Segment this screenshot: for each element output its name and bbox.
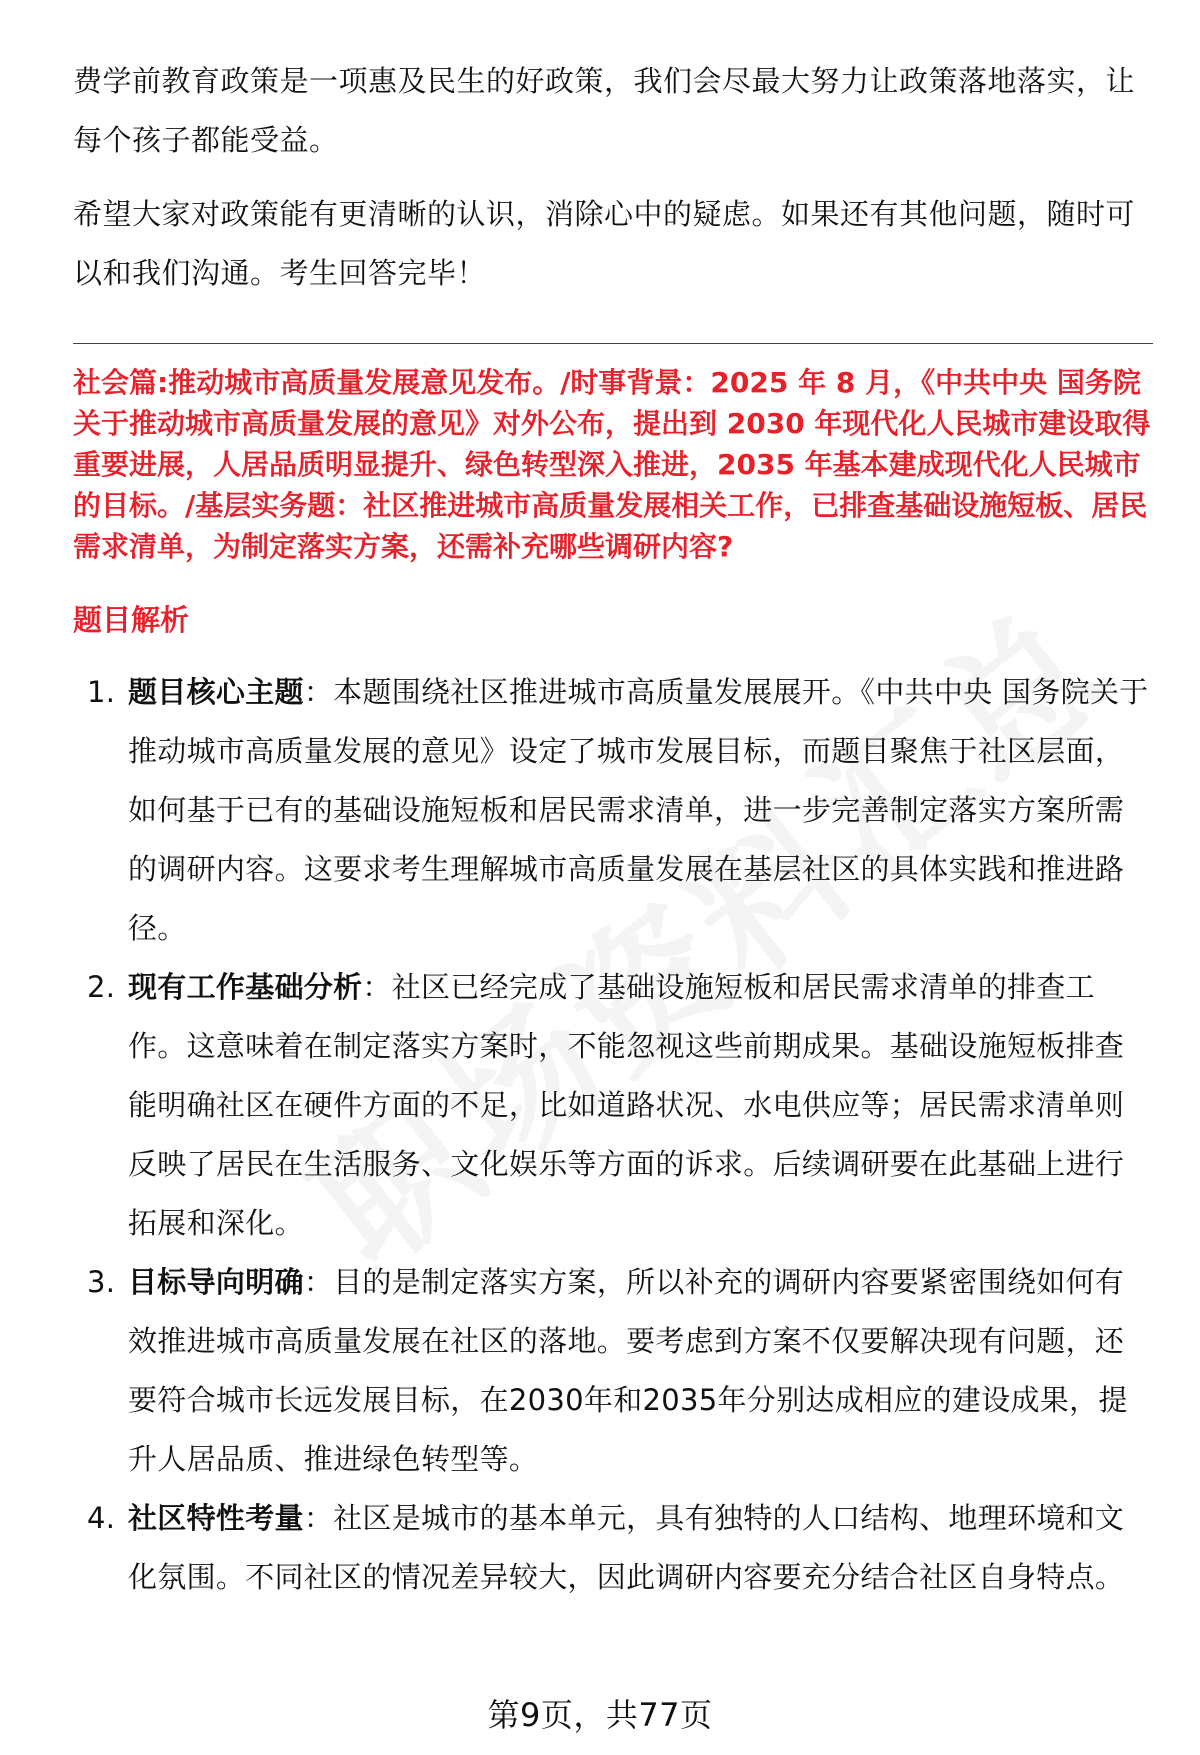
analysis-list bbox=[73, 663, 1153, 1607]
item-separator: ： bbox=[303, 1501, 334, 1535]
analysis-title: 题目解析 bbox=[73, 603, 190, 637]
item-lead: 目标导向明确 bbox=[128, 1265, 304, 1299]
section-divider bbox=[73, 343, 1153, 344]
item-separator: ： bbox=[303, 675, 334, 709]
intro-paragraph-1: 费学前教育政策是一项惠及民生的好政策，我们会尽最大努力让政策落地落实，让每个孩子都能受益。 bbox=[73, 64, 1136, 157]
item-separator: ： bbox=[362, 970, 392, 1004]
item-number: 1. bbox=[87, 675, 116, 709]
item-text: 社区是城市的基本单元，具有独特的人口结构、地理环境和文化氛围。不同社区的情况差异较大，因此调研内容要充分结合社区自身特点。 bbox=[128, 1501, 1125, 1594]
item-text: 本题围绕社区推进城市高质量发展展开。《中共中央 国务院关于推动城市高质量发展的意见》设定了城市发展目标，而题目聚焦于社区层面，如何基于已有的基础设施短板和居民需求清单，进一步完善制定落实方案所需的调研内容。这要求考生理解城市高质量发展在基层社区的具体实践和推进路径。 bbox=[128, 675, 1149, 945]
analysis-item bbox=[73, 958, 1153, 1253]
item-text: 目的是制定落实方案，所以补充的调研内容要紧密围绕如何有效推进城市高质量发展在社区的落地。要考虑到方案不仅要解决现有问题，还要符合城市长远发展目标，在2030年和2035年分别达成相应的建设成果，提升人居品质、推进绿色转型等。 bbox=[128, 1265, 1128, 1476]
item-number: 4. bbox=[87, 1501, 116, 1535]
item-separator: ： bbox=[303, 1265, 334, 1299]
question-heading: 社会篇:推动城市高质量发展意见发布。/时事背景：2025 年 8 月，《中共中央 国务院关于推动城市高质量发展的意见》对外公布，提出到 2030 年现代化人民城市建设取得重要进展，人居品质明显提升、绿色转型深入推进，2035 年基本建成现代化人民城市的目标。/基层实务题：社区推进城市高质量发展相关工作，已排查基础设施短板、居民需求清单，为制定落实方案，还需补充哪些调研内容? bbox=[73, 366, 1151, 563]
item-number: 3. bbox=[87, 1265, 116, 1299]
item-text: 社区已经完成了基础设施短板和居民需求清单的排查工作。这意味着在制定落实方案时，不能忽视这些前期成果。基础设施短板排查能明确社区在硬件方面的不足，比如道路状况、水电供应等；居民需求清单则反映了居民在生活服务、文化娱乐等方面的诉求。后续调研要在此基础上进行拓展和深化。 bbox=[128, 970, 1125, 1240]
intro-paragraph-2: 希望大家对政策能有更清晰的认识，消除心中的疑虑。如果还有其他问题，随时可以和我们沟通。考生回答完毕！ bbox=[73, 197, 1136, 290]
page-footer: 第9页，共77页 bbox=[487, 1696, 713, 1734]
document-body bbox=[73, 52, 1153, 1607]
analysis-item bbox=[73, 1253, 1153, 1489]
item-lead: 题目核心主题 bbox=[128, 675, 304, 709]
analysis-item bbox=[73, 663, 1153, 958]
analysis-item bbox=[73, 1489, 1153, 1607]
item-lead: 社区特性考量 bbox=[128, 1501, 304, 1535]
item-lead: 现有工作基础分析 bbox=[128, 970, 363, 1004]
item-number: 2. bbox=[87, 970, 116, 1004]
